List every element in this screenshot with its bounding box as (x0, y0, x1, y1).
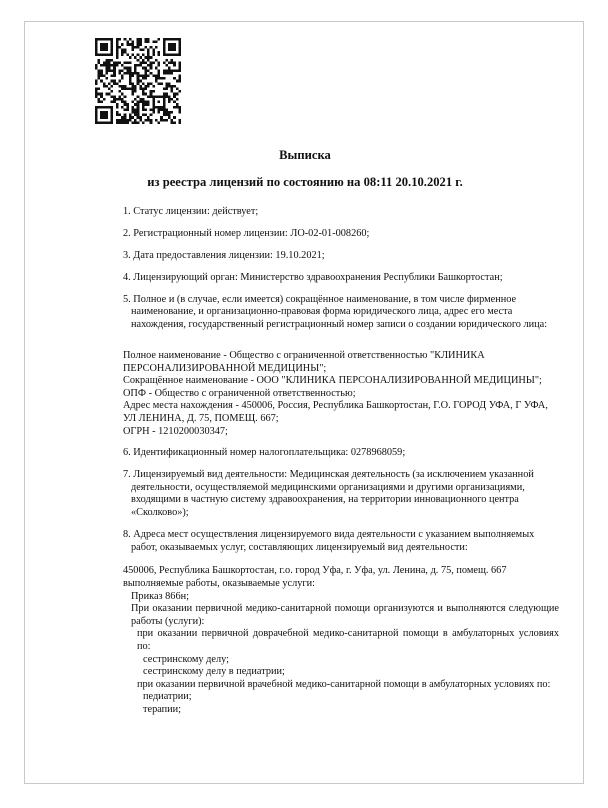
item-inn: 6. Идентификационный номер налогоплательщика: 0278968059; (123, 447, 406, 459)
pre-doctor-care-text: при оказании первичной доврачебной медико-санитарной помощи в амбулаторных условиях по: (137, 628, 559, 652)
org-full-name: Полное наименование - Общество с ограниченной ответственностью "КЛИНИКА ПЕРСОНАЛИЗИРОВАННОЙ МЕДИЦИНЫ"; (123, 349, 485, 374)
document-body (123, 206, 559, 717)
item-reg-number: 2. Регистрационный номер лицензии: ЛО-02-01-008260; (123, 227, 370, 239)
document-subtitle: из реестра лицензий по состоянию на 08:11 20.10.2021 г. (147, 175, 463, 189)
service-therapy: терапии; (143, 703, 182, 715)
service-nursing-pediatrics: сестринскому делу в педиатрии; (143, 666, 285, 678)
order-number: Приказ 866н; (131, 590, 189, 602)
org-ogrn: ОГРН - 1210200030347; (123, 425, 228, 437)
org-address: Адрес места нахождения - 450006, Россия, Республика Башкортостан, Г.О. ГОРОД УФА, Г УФА, УЛ ЛЕНИНА, Д. 75, ПОМЕЩ. 667; (123, 400, 548, 424)
document-page (24, 21, 584, 784)
org-legal-form: ОПФ - Общество с ограниченной ответственностью; (123, 387, 356, 399)
org-short-name: Сокращённое наименование - ООО "КЛИНИКА ПЕРСОНАЛИЗИРОВАННОЙ МЕДИЦИНЫ"; (123, 375, 542, 387)
qr-code (95, 38, 181, 124)
item-status: 1. Статус лицензии: действует; (123, 206, 259, 217)
item-authority: 4. Лицензирующий орган: Министерство здравоохранения Республики Башкортостан; (123, 271, 503, 283)
primary-care-text: При оказании первичной медико-санитарной помощи организуются и выполняются следующие работы (услуги): (131, 603, 559, 627)
service-nursing: сестринскому делу; (143, 653, 229, 665)
item-activity: 7. Лицензируемый вид деятельности: Медицинская деятельность (за исключением указанной деятельности, осуществляемой медицинскими организациями и другими организациями, входящими в частную систему здравоохранения, на территории инновационного центра «Сколково»); (123, 469, 534, 519)
item-addresses: 8. Адреса мест осуществления лицензируемого вида деятельности с указанием выполняемых работ, оказываемых услуг, составляющих лицензируемый вид деятельности: (123, 528, 535, 553)
document-title: Выписка (279, 148, 331, 162)
item-name-description: 5. Полное и (в случае, если имеется) сокращённое наименование, в том числе фирменное наименование, и организационно-правовая форма юридического лица, адрес его места нахождения, государственный регистрационный номер записи о создании юридического лица: (123, 293, 548, 330)
service-pediatrics: педиатрии; (143, 691, 192, 703)
doctor-care-text: при оказании первичной врачебной медико-санитарной помощи в амбулаторных условиях по: (137, 678, 551, 690)
activity-address: 450006, Республика Башкортостан, г.о. город Уфа, г. Уфа, ул. Ленина, д. 75, помещ. 667 (123, 565, 507, 577)
works-heading: выполняемые работы, оказываемые услуги: (123, 578, 315, 590)
item-date: 3. Дата предоставления лицензии: 19.10.2021; (123, 249, 325, 261)
